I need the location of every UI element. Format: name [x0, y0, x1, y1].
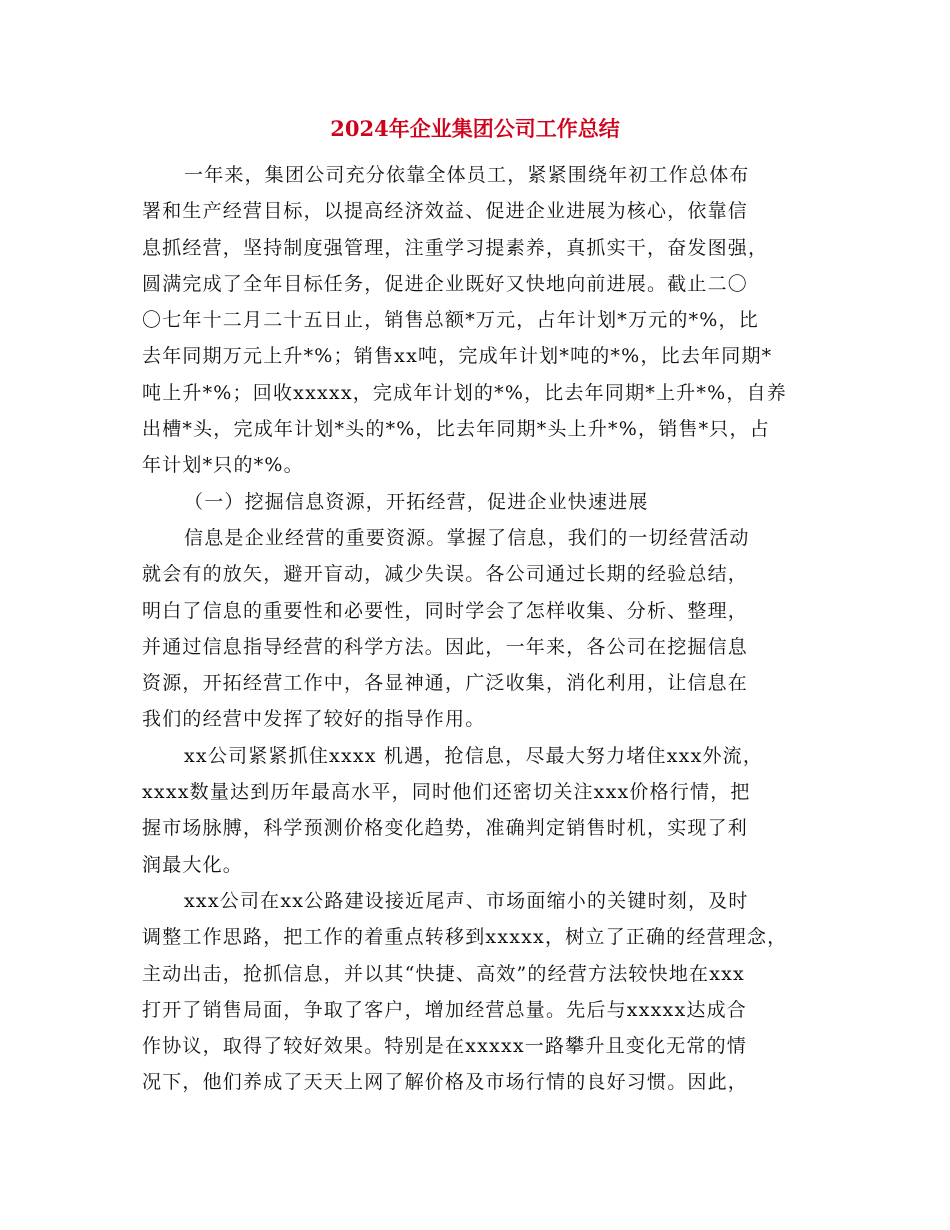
paragraph-line: 并通过信息指导经营的科学方法。因此，一年来，各公司在挖掘信息	[142, 635, 749, 658]
paragraph-line: 信息是企业经营的重要资源。掌握了信息，我们的一切经营活动	[184, 526, 750, 549]
paragraph-line: 去年同期万元上升*%；销售xx吨，完成年计划*吨的*%，比去年同期*	[142, 345, 773, 368]
paragraph-line: 资源，开拓经营工作中，各显神通，广泛收集，消化利用，让信息在	[142, 672, 749, 695]
paragraph-line: 况下，他们养成了天天上网了解价格及市场行情的良好习惯。因此，	[142, 1071, 749, 1094]
paragraph-line: 一年来，集团公司充分依靠全体员工，紧紧围绕年初工作总体布	[184, 164, 750, 186]
paragraph-line: 润最大化。	[142, 853, 244, 876]
paragraph-line: 年计划*只的*%。	[142, 454, 304, 477]
paragraph-line: xxxx数量达到历年最高水平，同时他们还密切关注xxx价格行情，把	[142, 781, 751, 804]
paragraph-line: 出槽*头，完成年计划*头的*%，比去年同期*头上升*%，销售*只，占	[142, 418, 770, 441]
paragraph-line: 署和生产经营目标，以提高经济效益、促进企业进展为核心，依靠信	[142, 200, 749, 223]
paragraph-line: 打开了销售局面，争取了客户，增加经营总量。先后与xxxxx达成合	[142, 998, 747, 1021]
section-heading: （一）挖掘信息资源，开拓经营，促进企业快速进展	[184, 490, 649, 513]
paragraph-line: 吨上升*%；回收xxxxx，完成年计划的*%，比去年同期*上升*%，自养	[142, 381, 787, 404]
document-title: 2024年企业集团公司工作总结	[330, 116, 620, 141]
paragraph-line: xx公司紧紧抓住xxxx 机遇，抢信息，尽最大努力堵住xxx外流，	[184, 744, 764, 767]
paragraph-line: 圆满完成了全年目标任务，促进企业既好又快地向前进展。截止二〇	[142, 272, 749, 295]
paragraph-line: 就会有的放矢，避开盲动，减少失误。各公司通过长期的经验总结，	[142, 563, 749, 586]
paragraph-line: 主动出击，抢抓信息，并以其“快捷、高效”的经营方法较快地在xxx	[142, 962, 745, 985]
paragraph-line: 调整工作思路，把工作的着重点转移到xxxxx，树立了正确的经营理念，	[142, 926, 788, 949]
paragraph-line: 〇七年十二月二十五日止，销售总额*万元，占年计划*万元的*%，比	[142, 309, 759, 332]
document-body	[142, 157, 822, 1101]
paragraph-line: 明白了信息的重要性和必要性，同时学会了怎样收集、分析、整理，	[142, 599, 749, 622]
paragraph-line: 作协议，取得了较好效果。特别是在xxxxx一路攀升且变化无常的情	[142, 1035, 747, 1058]
paragraph-line: 握市场脉膊，科学预测价格变化趋势，准确判定销售时机，实现了利	[142, 817, 749, 840]
paragraph-line: 息抓经营，坚持制度强管理，注重学习提素养，真抓实干，奋发图强，	[142, 236, 769, 259]
paragraph-line: xxx公司在xx公路建设接近尾声、市场面缩小的关键时刻，及时	[184, 889, 749, 912]
paragraph-line: 我们的经营中发挥了较好的指导作用。	[142, 708, 486, 731]
